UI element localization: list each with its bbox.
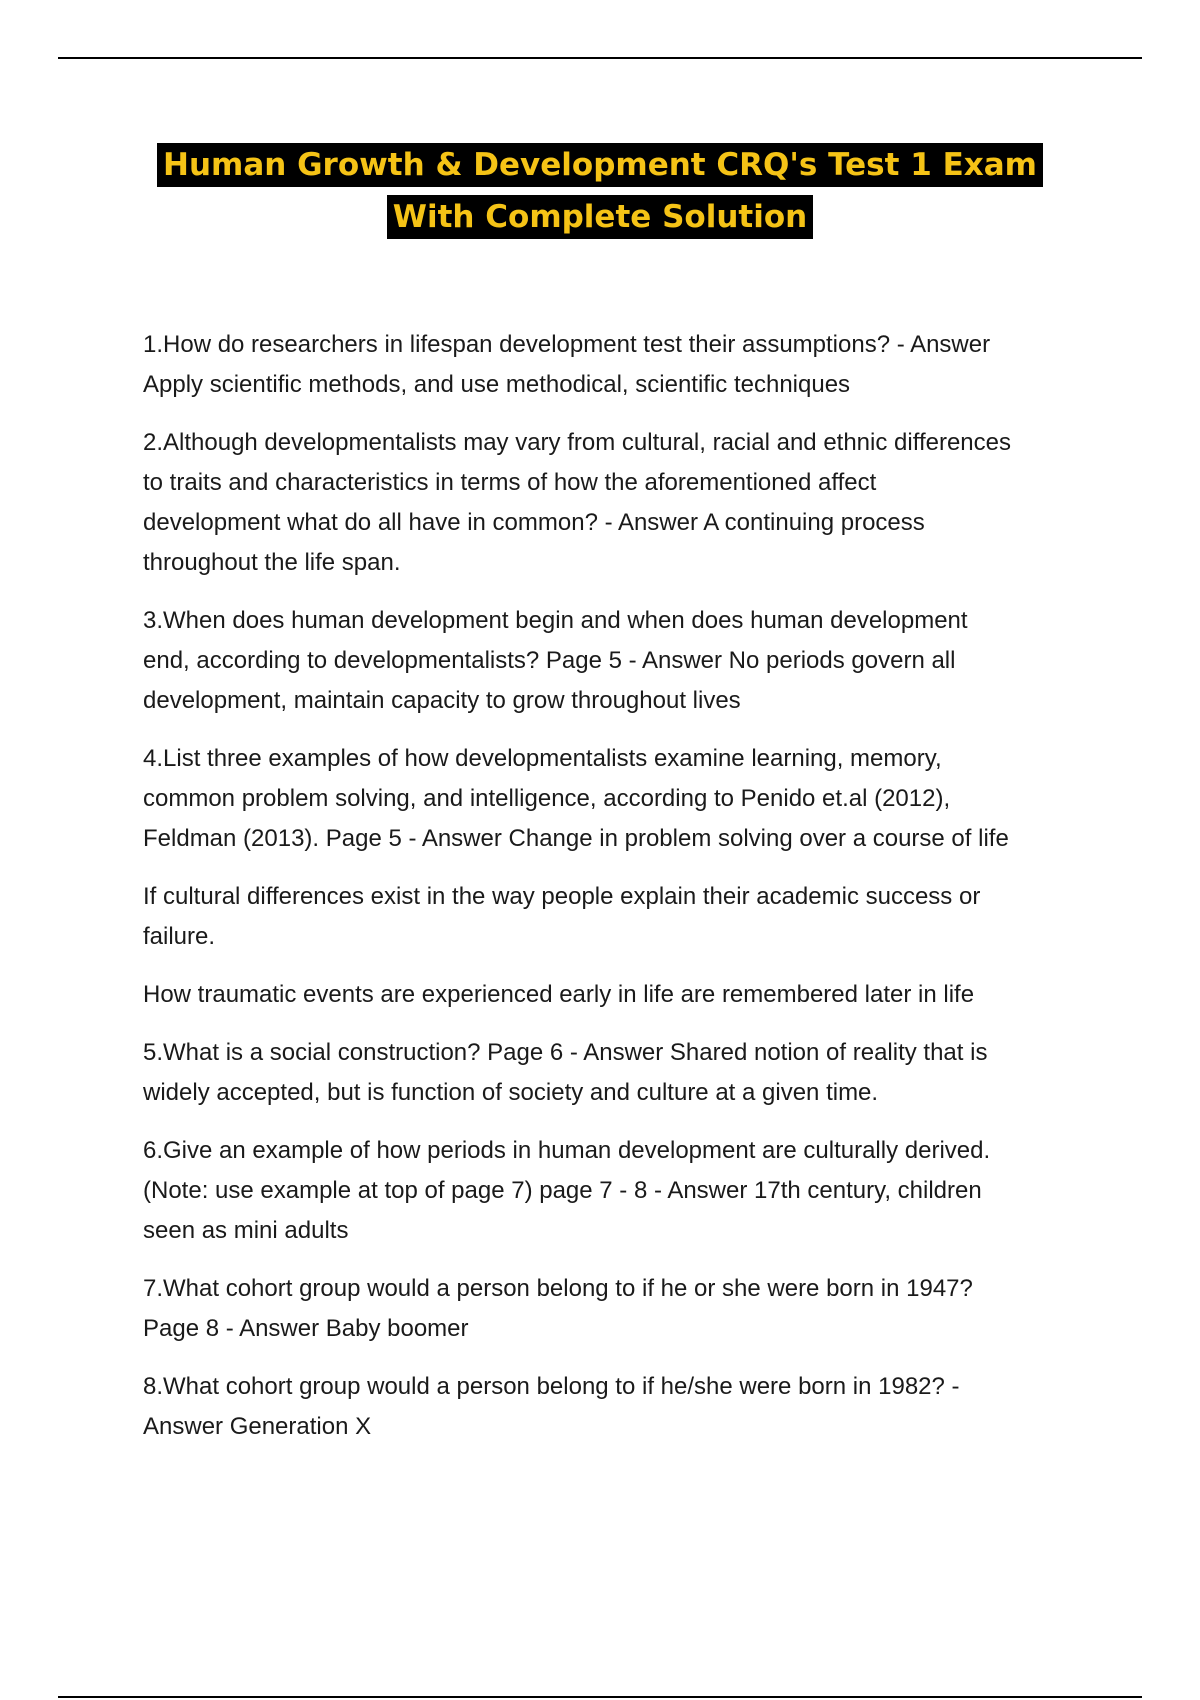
- bottom-divider: [58, 1696, 1142, 1698]
- question-2: 2.Although developmentalists may vary from cultural, racial and ethnic differences to traits and characteristics in terms of how the aforementioned affect development what do all have in common? - Answer A continuing process throughout the life span.: [143, 429, 1011, 576]
- title-line-2: With Complete Solution: [387, 195, 813, 239]
- title-line-1: Human Growth & Development CRQ's Test 1 Exam: [157, 143, 1043, 187]
- question-5: 5.What is a social construction? Page 6 - Answer Shared notion of reality that is widely accepted, but is function of society and culture at a given time.: [143, 1039, 988, 1106]
- top-divider: [58, 57, 1142, 59]
- question-1: 1.How do researchers in lifespan development test their assumptions? - Answer Apply scientific methods, and use methodical, scientific techniques: [143, 331, 991, 398]
- question-4-example-2: How traumatic events are experienced early in life are remembered later in life: [143, 981, 975, 1008]
- document-title: [0, 143, 1200, 247]
- question-4-example-1: If cultural differences exist in the way people explain their academic success or failure.: [143, 883, 981, 950]
- question-4: 4.List three examples of how developmentalists examine learning, memory, common problem solving, and intelligence, according to Penido et.al (2012), Feldman (2013). Page 5 - Answer Change in problem solving over a course of life: [143, 745, 1009, 852]
- question-list: [143, 325, 1103, 1465]
- question-8: 8.What cohort group would a person belong to if he/she were born in 1982? - Answer Generation X: [143, 1373, 960, 1440]
- question-7: 7.What cohort group would a person belong to if he or she were born in 1947? Page 8 - Answer Baby boomer: [143, 1275, 973, 1342]
- question-3: 3.When does human development begin and when does human development end, according to developmentalists? Page 5 - Answer No periods govern all development, maintain capacity to grow throughout lives: [143, 607, 968, 714]
- question-6: 6.Give an example of how periods in human development are culturally derived. (Note: use example at top of page 7) page 7 - 8 - Answer 17th century, children seen as mini adults: [143, 1137, 991, 1244]
